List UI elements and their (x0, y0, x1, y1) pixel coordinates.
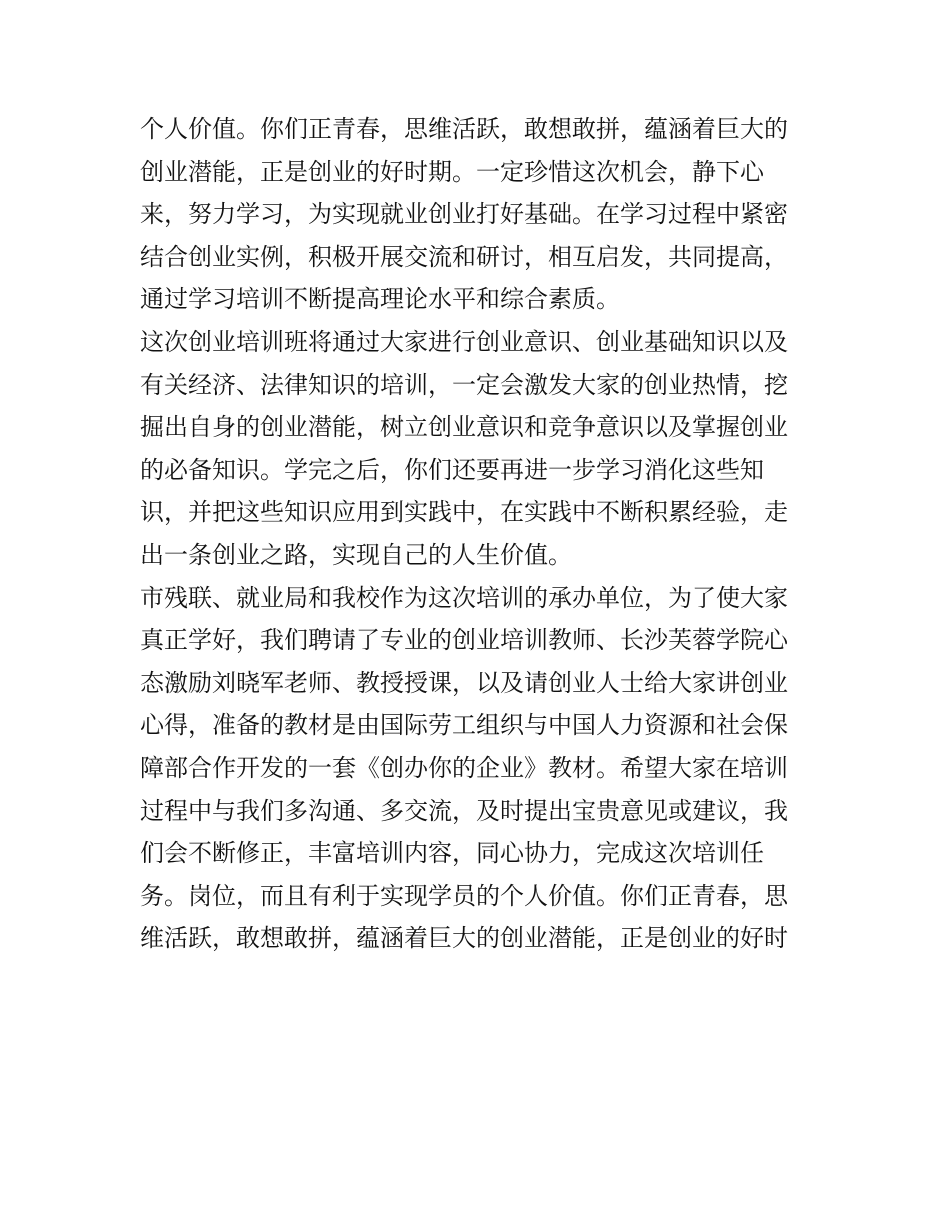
text-line: 们会不断修正，丰富培训内容，同心协力，完成这次培训任 (140, 839, 764, 868)
text-line: 出一条创业之路，实现自己的人生价值。 (140, 540, 572, 569)
text-line: 掘出自身的创业潜能，树立创业意识和竞争意识以及掌握创业 (140, 413, 788, 442)
text-line: 务。岗位，而且有利于实现学员的个人价值。你们正青春，思 (140, 881, 788, 910)
text-line: 个人价值。你们正青春，思维活跃，敢想敢拼，蕴涵着巨大的 (140, 115, 788, 143)
text-line: 结合创业实例，积极开展交流和研讨，相互启发，共同提高， (140, 242, 788, 271)
text-line: 心得，准备的教材是由国际劳工组织与中国人力资源和社会保 (140, 711, 788, 740)
text-line: 识，并把这些知识应用到实践中，在实践中不断积累经验，走 (140, 498, 788, 527)
text-line: 障部合作开发的一套《创办你的企业》教材。希望大家在培训 (140, 753, 788, 782)
text-line: 态激励刘晓军老师、教授授课，以及请创业人士给大家讲创业 (140, 668, 788, 697)
text-line: 来，努力学习，为实现就业创业打好基础。在学习过程中紧密 (140, 200, 788, 229)
text-line: 有关经济、法律知识的培训，一定会激发大家的创业热情，挖 (140, 370, 788, 399)
text-line: 通过学习培训不断提高理论水平和综合素质。 (140, 285, 620, 314)
text-line: 创业潜能，正是创业的好时期。一定珍惜这次机会，静下心 (140, 157, 764, 186)
text-line: 这次创业培训班将通过大家进行创业意识、创业基础知识以及 (140, 327, 788, 356)
text-line: 维活跃，敢想敢拼，蕴涵着巨大的创业潜能，正是创业的好时 (140, 924, 788, 953)
text-line: 的必备知识。学完之后，你们还要再进一步学习消化这些知 (140, 455, 764, 484)
text-line: 市残联、就业局和我校作为这次培训的承办单位，为了使大家 (140, 583, 788, 612)
text-line: 真正学好，我们聘请了专业的创业培训教师、长沙芙蓉学院心 (140, 626, 788, 655)
text-line: 过程中与我们多沟通、多交流，及时提出宝贵意见或建议，我 (140, 796, 788, 825)
body-text (140, 108, 812, 960)
